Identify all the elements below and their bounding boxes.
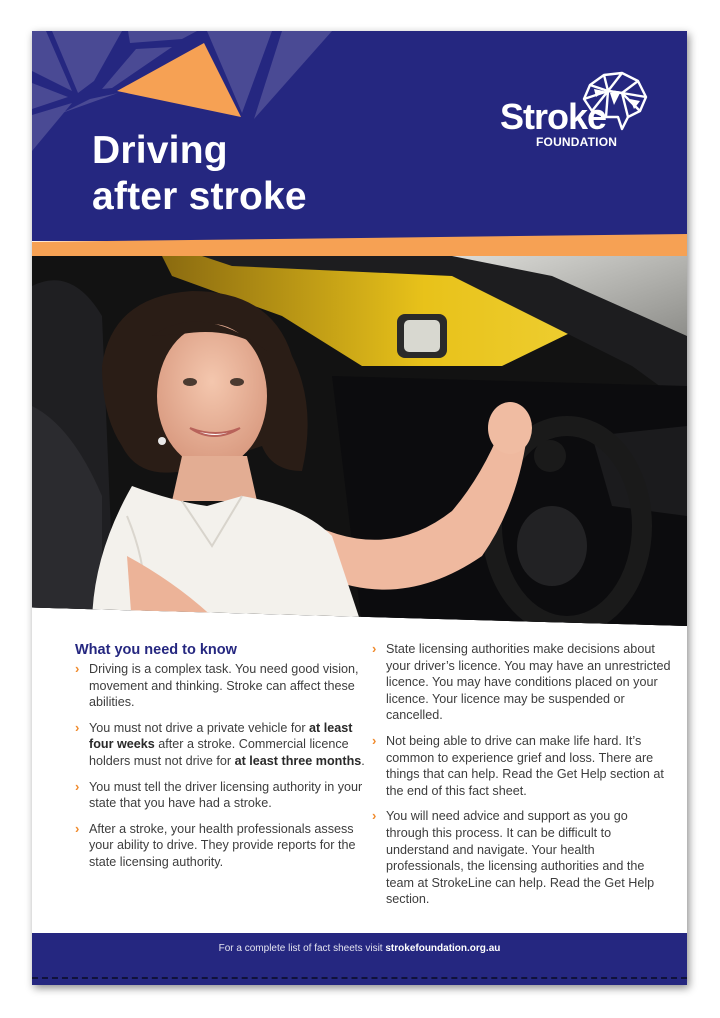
driver-photo-illustration	[32, 256, 687, 626]
bullet-text: Not being able to drive can make life hard. It’s common to experience grief and loss. There are things that can help. Read the Get Help section at the end of this fact sheet.	[386, 733, 664, 798]
title-line-2: after stroke	[92, 175, 307, 218]
bullet-text: After a stroke, your health professionals assess your ability to drive. They provide reports for the state licensing authority.	[89, 821, 356, 869]
footer-bar	[32, 933, 687, 985]
chevron-right-icon: ›	[372, 732, 377, 748]
chevron-right-icon: ›	[75, 661, 80, 676]
dashed-cut-line	[32, 977, 687, 979]
bullet-text: You must tell the driver licensing authority in your state that you have had a stroke.	[89, 779, 363, 811]
hero-photo	[32, 256, 687, 626]
bullet-item	[75, 821, 365, 871]
bullet-item	[372, 808, 672, 908]
bullet-item	[372, 733, 672, 799]
footer-prefix: For a complete list of fact sheets visit	[218, 943, 386, 954]
footer-website-link[interactable]: strokefoundation.org.au	[385, 943, 501, 954]
chevron-right-icon: ›	[372, 641, 377, 656]
bold-emphasis: at least four weeks	[89, 720, 353, 752]
title-line-1: Driving	[92, 129, 228, 172]
bullet-item	[372, 641, 672, 724]
logo-wordmark: Stroke	[500, 96, 607, 137]
bullet-text: Driving is a complex task. You need good vision, movement and thinking. Stroke can affect these abilities.	[89, 662, 359, 710]
chevron-right-icon: ›	[75, 778, 80, 794]
section-heading: What you need to know	[75, 642, 237, 658]
chevron-right-icon: ›	[75, 820, 80, 836]
bullet-text: State licensing authorities make decisions about your driver’s licence. You may have an unrestricted licence. You may have conditions placed on your licence. Your licence may be suspended or cancelled.	[386, 642, 671, 723]
footer-text	[32, 943, 687, 954]
bold-emphasis: at least three months	[234, 753, 362, 768]
bullet-text: after a stroke. Commercial licence holders must not drive for	[89, 737, 349, 768]
bullet-item	[75, 720, 365, 770]
fact-sheet-page	[32, 31, 687, 985]
bullet-item	[75, 661, 365, 711]
logo-subtitle: FOUNDATION	[536, 135, 618, 149]
bullet-list-right	[372, 641, 672, 908]
bullet-text: You will need advice and support as you go through this process. It can be difficult to understand and navigate. Your health professionals, the licensing authorities and the team at StrokeLine can help. Read the Get Help section.	[386, 809, 655, 907]
chevron-right-icon: ›	[372, 808, 377, 824]
bullet-text: .	[361, 753, 365, 768]
right-column	[372, 641, 672, 917]
bullet-item	[75, 779, 365, 812]
bullet-list-left	[75, 661, 365, 871]
page-title	[92, 128, 307, 220]
bullet-text: You must not drive a private vehicle for	[89, 720, 310, 735]
stroke-foundation-logo	[500, 71, 650, 151]
left-column	[75, 641, 365, 880]
chevron-right-icon: ›	[75, 719, 80, 735]
header-banner	[32, 31, 687, 241]
